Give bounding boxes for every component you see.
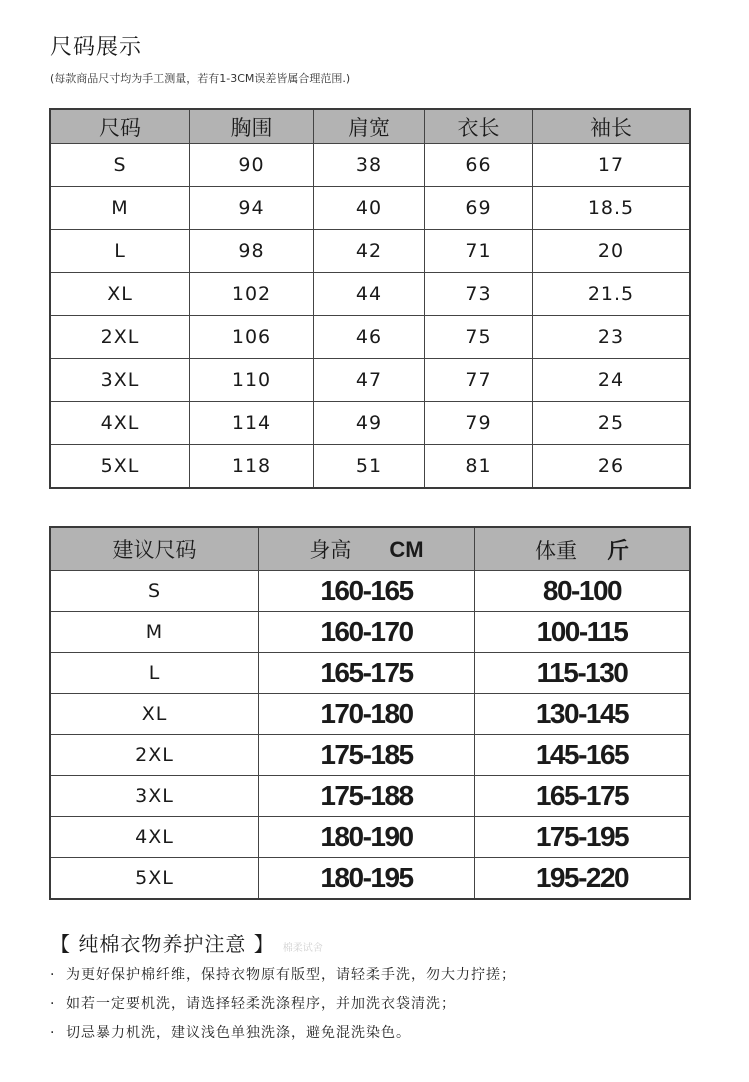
list-item	[50, 1024, 516, 1053]
bullet: ·	[50, 996, 56, 1012]
table-row	[50, 230, 690, 273]
table-header-row	[50, 527, 690, 571]
bullet: ·	[50, 1025, 56, 1041]
length-cell: 81	[425, 445, 533, 489]
care-item-text: 切忌暴力机洗，建议浅色单独洗涤，避免混洗染色。	[66, 1025, 411, 1041]
table-row	[50, 694, 690, 735]
weight-cell: 100-115	[475, 612, 691, 653]
column-header: 肩宽	[314, 109, 425, 144]
sleeve-cell: 23	[533, 316, 691, 359]
size-cell: 2XL	[50, 316, 190, 359]
shoulder-cell: 44	[314, 273, 425, 316]
weight-cell: 165-175	[475, 776, 691, 817]
table-row	[50, 653, 690, 694]
shoulder-cell: 38	[314, 144, 425, 187]
column-header: 衣长	[425, 109, 533, 144]
table-row	[50, 735, 690, 776]
size-cell: 3XL	[50, 359, 190, 402]
size-cell: XL	[50, 273, 190, 316]
height-cell: 180-195	[259, 858, 475, 900]
page-title: 尺码展示	[50, 35, 143, 60]
size-cell: 4XL	[50, 817, 259, 858]
shoulder-cell: 47	[314, 359, 425, 402]
size-cell: XL	[50, 694, 259, 735]
height-cell: 175-185	[259, 735, 475, 776]
height-cell: 160-165	[259, 571, 475, 612]
height-unit: CM	[389, 537, 424, 562]
table-row	[50, 359, 690, 402]
sleeve-cell: 24	[533, 359, 691, 402]
care-watermark: 棉柔试舍	[282, 943, 323, 954]
table-row	[50, 187, 690, 230]
column-header-label: 体重	[534, 538, 577, 563]
size-chart-table	[49, 108, 691, 489]
table-row	[50, 776, 690, 817]
sleeve-cell: 20	[533, 230, 691, 273]
size-cell: S	[50, 571, 259, 612]
chest-cell: 102	[190, 273, 314, 316]
weight-unit: 斤	[606, 537, 629, 563]
care-item-text: 如若一定要机洗，请选择轻柔洗涤程序，并加洗衣袋清洗；	[66, 996, 456, 1012]
length-cell: 73	[425, 273, 533, 316]
sleeve-cell: 26	[533, 445, 691, 489]
column-header-label: 身高	[309, 538, 352, 562]
care-title-text: 【 纯棉衣物养护注意 】	[50, 932, 275, 956]
table-row	[50, 858, 690, 900]
table-header-row	[50, 109, 690, 144]
height-cell: 160-170	[259, 612, 475, 653]
chest-cell: 106	[190, 316, 314, 359]
size-cell: 5XL	[50, 858, 259, 900]
column-header	[475, 527, 691, 571]
size-cell: S	[50, 144, 190, 187]
table-row	[50, 612, 690, 653]
weight-cell: 130-145	[475, 694, 691, 735]
weight-cell: 115-130	[475, 653, 691, 694]
column-header	[259, 527, 475, 571]
chest-cell: 110	[190, 359, 314, 402]
sleeve-cell: 21.5	[533, 273, 691, 316]
chest-cell: 94	[190, 187, 314, 230]
length-cell: 77	[425, 359, 533, 402]
chest-cell: 114	[190, 402, 314, 445]
column-header: 胸围	[190, 109, 314, 144]
recommended-size-table	[49, 526, 691, 900]
chest-cell: 90	[190, 144, 314, 187]
length-cell: 75	[425, 316, 533, 359]
height-cell: 170-180	[259, 694, 475, 735]
measurement-note: (每款商品尺寸均为手工测量，若有1-3CM误差皆属合理范围.)	[50, 72, 351, 85]
table-row	[50, 817, 690, 858]
table-row	[50, 445, 690, 489]
sleeve-cell: 18.5	[533, 187, 691, 230]
height-cell: 180-190	[259, 817, 475, 858]
chest-cell: 118	[190, 445, 314, 489]
table-row	[50, 316, 690, 359]
sleeve-cell: 25	[533, 402, 691, 445]
size-cell: 2XL	[50, 735, 259, 776]
shoulder-cell: 51	[314, 445, 425, 489]
care-instructions-list	[50, 966, 516, 1053]
weight-cell: 195-220	[475, 858, 691, 900]
height-cell: 175-188	[259, 776, 475, 817]
weight-cell: 175-195	[475, 817, 691, 858]
column-header: 尺码	[50, 109, 190, 144]
weight-cell: 145-165	[475, 735, 691, 776]
length-cell: 71	[425, 230, 533, 273]
list-item	[50, 966, 516, 995]
size-cell: 5XL	[50, 445, 190, 489]
care-item-text: 为更好保护棉纤维，保持衣物原有版型，请轻柔手洗，勿大力拧搓；	[66, 967, 516, 983]
size-cell: 4XL	[50, 402, 190, 445]
chest-cell: 98	[190, 230, 314, 273]
shoulder-cell: 42	[314, 230, 425, 273]
weight-cell: 80-100	[475, 571, 691, 612]
care-section-title	[50, 928, 323, 957]
shoulder-cell: 49	[314, 402, 425, 445]
length-cell: 79	[425, 402, 533, 445]
size-cell: 3XL	[50, 776, 259, 817]
size-cell: L	[50, 230, 190, 273]
sleeve-cell: 17	[533, 144, 691, 187]
shoulder-cell: 40	[314, 187, 425, 230]
shoulder-cell: 46	[314, 316, 425, 359]
table-row	[50, 273, 690, 316]
list-item	[50, 995, 516, 1024]
length-cell: 69	[425, 187, 533, 230]
length-cell: 66	[425, 144, 533, 187]
table-row	[50, 571, 690, 612]
column-header-label: 建议尺码	[112, 538, 197, 562]
height-cell: 165-175	[259, 653, 475, 694]
table-row	[50, 402, 690, 445]
table-row	[50, 144, 690, 187]
column-header	[50, 527, 259, 571]
bullet: ·	[50, 967, 56, 983]
size-cell: M	[50, 612, 259, 653]
size-cell: L	[50, 653, 259, 694]
size-cell: M	[50, 187, 190, 230]
column-header: 袖长	[533, 109, 691, 144]
